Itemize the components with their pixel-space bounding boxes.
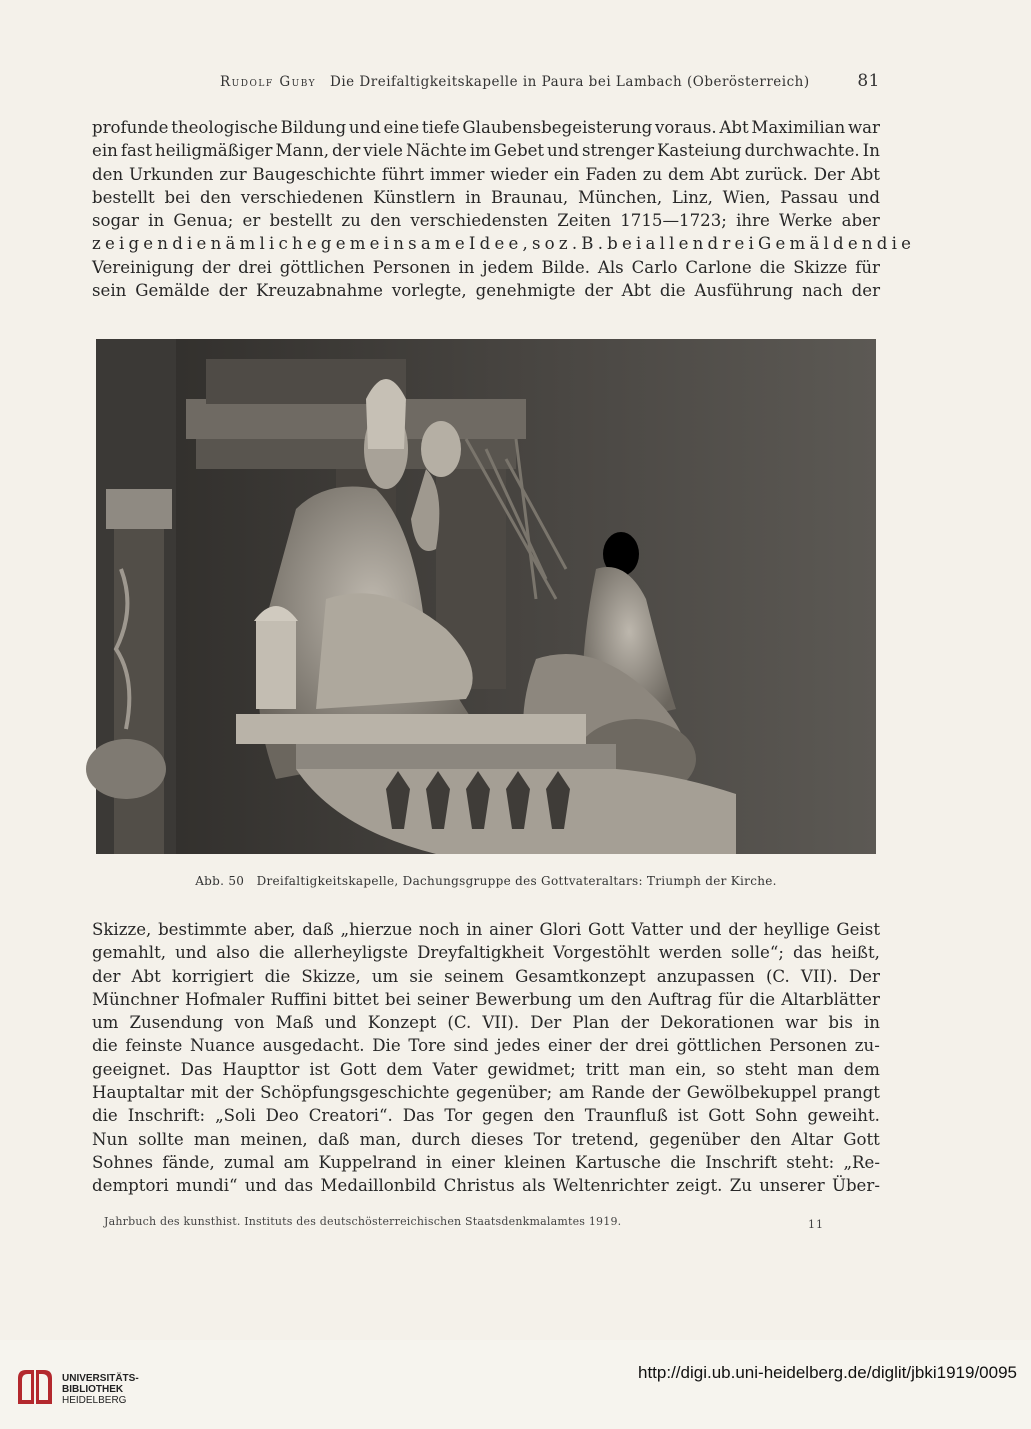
text-line: Skizze, bestimmte aber, daß „hierzue noch in ainer Glori Gott Vatter und der heyllige Geist <box>92 920 880 939</box>
text-line: zeigen die nämliche gemeinsame Idee, so z. B. bei allen drei Gemälden die <box>92 234 916 254</box>
text-line: um Zusendung von Maß und Konzept (C. VII). Der Plan der Dekorationen war bis in <box>92 1013 880 1033</box>
paragraph-1 <box>92 116 916 326</box>
text-line: der Abt korrigiert die Skizze, um sie seinem Gesamtkonzept anzupassen (C. VII). Der <box>92 966 880 986</box>
text-line: sein Gemälde der Kreuzabnahme vorlegte, genehmigte der Abt die Ausführung nach der <box>92 281 880 301</box>
text-line: geeignet. Das Haupttor ist Gott dem Vater gewidmet; tritt man ein, so steht man dem <box>92 1059 880 1079</box>
text-line: sogar in Genua; er bestellt zu den verschiedensten Zeiten 1715—1723; ihre Werke aber <box>92 211 880 231</box>
text-line: die Inschrift: „Soli Deo Creatori“. Das Tor gegen den Traunfluß ist Gott Sohn geweiht. <box>92 1106 880 1126</box>
text-line: bestellt bei den verschiedenen Künstlern in Braunau, München, Linz, Wien, Passau und <box>92 187 880 207</box>
text-line: Nun sollte man meinen, daß man, durch dieses Tor tretend, gegenüber den Altar Gott <box>92 1129 880 1149</box>
text-line: Hauptaltar mit der Schöpfungsgeschichte gegenüber; am Rande der Gewölbekuppel prangt <box>92 1083 880 1103</box>
header-author: Rudolf Guby <box>220 74 317 90</box>
text-line: Münchner Hofmaler Ruffini bittet bei seiner Bewerbung um den Auftrag für die Altarblätter <box>92 989 880 1009</box>
header-title: Die Dreifaltigkeitskapelle in Paura bei Lambach (Oberösterreich) <box>330 74 810 90</box>
text-line: demptori mundi“ und das Medaillonbild Christus als Weltenrichter zeigt. Zu unserer Über- <box>92 1176 880 1196</box>
source-url-link[interactable]: http://digi.ub.uni-heidelberg.de/diglit/jbki1919/0095 <box>638 1363 1017 1382</box>
library-name-line: HEIDELBERG <box>62 1395 127 1406</box>
signature-mark: 11 <box>808 1218 824 1231</box>
text-line: gemahlt, und also die allerheyligste Dreyfaltigkheit Vorgestöhlt werden solle“; das heißt, <box>92 943 880 963</box>
journal-footer: Jahrbuch des kunsthist. Instituts des deutschösterreichischen Staatsdenkmalamtes 1919. <box>104 1215 622 1228</box>
text-line: die feinste Nuance ausgedacht. Die Tore sind jedes einer der drei göttlichen Personen zu- <box>92 1036 880 1056</box>
text-line: den Urkunden zur Baugeschichte führt immer wieder ein Faden zu dem Abt zurück. Der Abt <box>92 164 880 184</box>
library-name-line: BIBLIOTHEK <box>62 1384 124 1395</box>
text-line: Sohnes fände, zumal am Kuppelrand in einer kleinen Kartusche die Inschrift steht: „Re- <box>92 1152 880 1172</box>
library-name-line: UNIVERSITÄTS- <box>62 1373 139 1384</box>
figure-caption: Abb. 50 Dreifaltigkeitskapelle, Dachungsgruppe des Gottvateraltars: Triumph der Kirche. <box>195 874 777 888</box>
paragraph-2 <box>92 918 880 1208</box>
figure-photograph <box>96 339 876 854</box>
text-line: Vereinigung der drei göttlichen Personen in jedem Bilde. Als Carlo Carlone die Skizze für <box>92 257 880 277</box>
text-line: profunde theologische Bildung und eine tiefe Glaubensbegeisterung voraus. Abt Maximilian war <box>92 118 880 137</box>
sculpture-photo <box>96 339 876 854</box>
text-line: ein fast heiligmäßiger Mann, der viele Nächte im Gebet und strenger Kasteiung durchwachte. In <box>92 141 880 161</box>
university-library-logo-icon <box>12 1364 58 1410</box>
library-name <box>62 1373 139 1406</box>
page-number: 81 <box>857 71 880 91</box>
